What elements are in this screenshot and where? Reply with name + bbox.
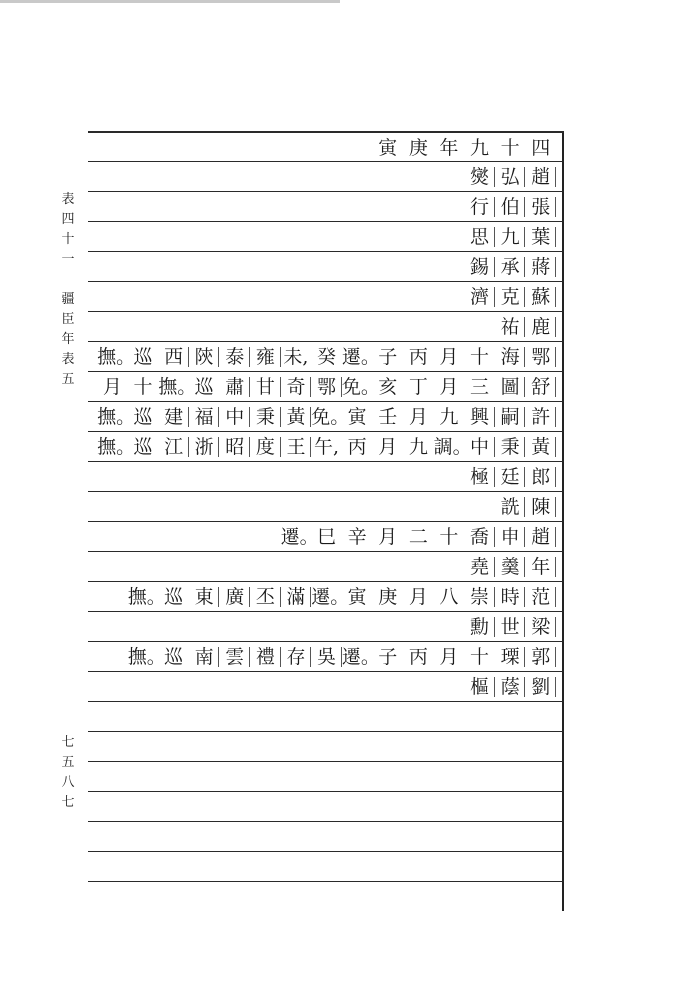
table-char: 勳: [464, 612, 495, 642]
table-char: 昭: [219, 432, 250, 462]
table-char: 濟: [464, 282, 495, 312]
row-cells: [372, 133, 556, 163]
row-cells: [97, 402, 556, 432]
margin-char: 表: [61, 192, 75, 207]
table-char: 巡: [133, 406, 153, 428]
table-char: 東: [189, 582, 220, 612]
table-char: 圖: [495, 372, 526, 402]
table-char: 免。: [311, 406, 350, 428]
row-empty-5: [88, 821, 564, 852]
table-char: 亥: [378, 376, 398, 398]
margin-char: 表: [61, 352, 75, 367]
table-char: 伯: [495, 192, 526, 222]
row-ye-jiusi: [88, 221, 564, 252]
table-char: 寅: [347, 586, 367, 608]
row-liang-shixun: [88, 611, 564, 642]
margin-char: 臣: [61, 312, 75, 327]
row-cells: [464, 252, 556, 282]
table-char: 八: [439, 586, 459, 608]
table-char: 九: [408, 436, 428, 458]
table-char: 丙: [408, 646, 428, 668]
table-char: 詵: [495, 492, 526, 522]
table-char: 九: [470, 137, 490, 159]
row-cells: [97, 432, 556, 462]
table-char: 三: [470, 376, 490, 398]
table-char: 蔣: [525, 252, 556, 282]
margin-char: 一: [61, 252, 75, 267]
row-cells: [128, 582, 556, 612]
table-char: 巡: [164, 586, 184, 608]
row-cells: [464, 462, 556, 492]
table-char: 錫: [464, 252, 495, 282]
row-cells: [495, 492, 556, 522]
table-char: 月: [439, 346, 459, 368]
table-char: 泰: [219, 342, 250, 372]
row-cells: [281, 522, 556, 552]
row-zhang-boxing: [88, 191, 564, 222]
table-char: 撫。: [127, 586, 166, 608]
margin-char: 五: [61, 755, 75, 770]
table-char: 壬: [378, 406, 398, 428]
table-char: 年: [439, 137, 459, 159]
table-char: 祐: [495, 312, 526, 342]
table-char: 撫。: [97, 406, 136, 428]
table-char: 十: [470, 646, 490, 668]
row-e-hai: [88, 341, 564, 372]
table-char: 雲: [219, 642, 250, 672]
table-char: 樞: [464, 672, 495, 702]
table-char: 南: [189, 642, 220, 672]
table-char: 黃: [525, 432, 556, 462]
table-char: 承: [495, 252, 526, 282]
table-char: 申: [495, 522, 526, 552]
row-lang-tingji: [88, 461, 564, 492]
table-char: 存: [281, 642, 312, 672]
table-char: 十: [470, 346, 490, 368]
table-char: 嗣: [495, 402, 526, 432]
table-char: 四: [531, 137, 551, 159]
table-char: 堯: [464, 552, 495, 582]
table-char: 庚: [408, 137, 428, 159]
table-char: 調。: [433, 436, 472, 458]
table-char: 月: [439, 646, 459, 668]
row-liu-yinshu: [88, 671, 564, 702]
table-char: 癸: [317, 346, 337, 368]
table-char: 丙: [408, 346, 428, 368]
table-char: 中: [464, 432, 495, 462]
table-char: 郭: [525, 642, 556, 672]
row-fan-shichong: [88, 581, 564, 612]
table-char: 遷。: [341, 346, 380, 368]
table-char: 海: [495, 342, 526, 372]
margin-char: 五: [61, 372, 75, 387]
row-cells: [464, 612, 556, 642]
row-zhao-hongxie: [88, 161, 564, 192]
table-char: 撫。: [97, 346, 136, 368]
table-char: 時: [495, 582, 526, 612]
table-char: 十: [133, 376, 153, 398]
officials-table: [88, 131, 564, 911]
table-char: 梁: [525, 612, 556, 642]
margin-char: 十: [61, 232, 75, 247]
row-cells: [128, 642, 556, 672]
row-su-keji: [88, 281, 564, 312]
table-char: 度: [250, 432, 281, 462]
table-char: 許: [525, 402, 556, 432]
row-empty-3: [88, 761, 564, 792]
bottom-rule: [88, 881, 564, 882]
row-zhao-shenqiao: [88, 521, 564, 552]
row-nian-gengyao: [88, 551, 564, 582]
table-char: 郎: [525, 462, 556, 492]
margin-label-top: [57, 190, 79, 390]
margin-page-number: [57, 733, 79, 813]
row-shu-tu: [88, 371, 564, 402]
table-char: 九: [495, 222, 526, 252]
table-char: 庚: [378, 586, 398, 608]
table-char: 興: [464, 402, 495, 432]
margin-char: 七: [61, 795, 75, 810]
table-char: 鄂: [525, 342, 556, 372]
table-char: 福: [189, 402, 220, 432]
table-char: 雍: [250, 342, 281, 372]
table-char: 廣: [219, 582, 250, 612]
row-cells: [464, 672, 556, 702]
table-char: 年: [525, 552, 556, 582]
table-char: 月: [408, 406, 428, 428]
row-guo-ying: [88, 641, 564, 672]
table-char: 思: [464, 222, 495, 252]
row-cells: [464, 162, 556, 192]
table-char: 陳: [525, 492, 556, 522]
table-char: 趙: [525, 522, 556, 552]
table-char: 月: [378, 526, 398, 548]
table-char: 羹: [495, 552, 526, 582]
table-char: 撫。: [127, 646, 166, 668]
top-scan-line: [0, 0, 340, 3]
table-char: 鹿: [525, 312, 556, 342]
table-char: 十: [500, 137, 520, 159]
table-char: 子: [378, 346, 398, 368]
row-empty-6: [88, 851, 564, 882]
table-char: 舒: [525, 372, 556, 402]
table-char: 九: [439, 406, 459, 428]
table-char: 丕: [250, 582, 281, 612]
table-char: 秉: [250, 402, 281, 432]
row-cells: [464, 552, 556, 582]
row-cells: [97, 342, 556, 372]
table-char: 寅: [378, 137, 398, 159]
table-char: 中: [219, 402, 250, 432]
table-char: 瑮: [495, 642, 526, 672]
table-char: 月: [439, 376, 459, 398]
row-huang-bingzhong: [88, 431, 564, 462]
table-char: 范: [525, 582, 556, 612]
table-char: 巳: [317, 526, 337, 548]
table-char: 禮: [250, 642, 281, 672]
table-char: 建: [158, 402, 189, 432]
table-char: 廷: [495, 462, 526, 492]
margin-char: 疆: [61, 292, 75, 307]
table-char: 十: [439, 526, 459, 548]
table-char: 撫。: [158, 376, 197, 398]
margin-char: 八: [61, 775, 75, 790]
row-empty-4: [88, 791, 564, 822]
row-xu-sixing: [88, 401, 564, 432]
table-char: 崇: [464, 582, 495, 612]
table-char: 巡: [194, 376, 214, 398]
year-header: [88, 131, 564, 163]
margin-char: 七: [61, 735, 75, 750]
table-char: 月: [102, 376, 122, 398]
table-char: 午,: [314, 436, 340, 458]
table-char: 葉: [525, 222, 556, 252]
row-jiang-chengxi: [88, 251, 564, 282]
table-char: 黃: [281, 402, 312, 432]
row-empty-1: [88, 701, 564, 732]
table-char: 趙: [525, 162, 556, 192]
table-char: 免。: [341, 376, 380, 398]
row-cells: [495, 312, 556, 342]
margin-char: 四: [61, 212, 75, 227]
table-char: 甘: [250, 372, 281, 402]
margin-char: 年: [61, 332, 75, 347]
table-char: 浙: [189, 432, 220, 462]
table-char: 奇: [281, 372, 312, 402]
row-cells: [464, 192, 556, 222]
table-char: 辛: [347, 526, 367, 548]
table-char: 弘: [495, 162, 526, 192]
table-char: 丁: [408, 376, 428, 398]
table-char: 滿: [281, 582, 312, 612]
table-char: 西: [158, 342, 189, 372]
table-char: 陝: [189, 342, 220, 372]
table-char: 蘇: [525, 282, 556, 312]
table-char: 王: [281, 432, 312, 462]
table-char: 寅: [347, 406, 367, 428]
row-empty-2: [88, 731, 564, 762]
table-char: 子: [378, 646, 398, 668]
row-cells: [464, 282, 556, 312]
table-char: 巡: [133, 346, 153, 368]
table-char: 未,: [283, 346, 309, 368]
table-char: 二: [408, 526, 428, 548]
table-char: 月: [378, 436, 398, 458]
table-char: 月: [408, 586, 428, 608]
table-char: 蔭: [495, 672, 526, 702]
table-char: 吳: [311, 642, 342, 672]
table-char: 江: [158, 432, 189, 462]
table-char: 極: [464, 462, 495, 492]
table-char: 巡: [164, 646, 184, 668]
table-char: 爕: [464, 162, 495, 192]
table-char: 丙: [347, 436, 367, 458]
table-char: 遷。: [280, 526, 319, 548]
table-char: 鄂: [311, 372, 342, 402]
table-char: 張: [525, 192, 556, 222]
table-char: 克: [495, 282, 526, 312]
row-cells: [97, 372, 556, 402]
table-char: 行: [464, 192, 495, 222]
row-cells: [464, 222, 556, 252]
table-char: 劉: [525, 672, 556, 702]
table-char: 遷。: [341, 646, 380, 668]
row-chen-shen: [88, 491, 564, 522]
row-lu-you: [88, 311, 564, 342]
table-char: 巡: [133, 436, 153, 458]
table-char: 撫。: [97, 436, 136, 458]
table-char: 世: [495, 612, 526, 642]
table-char: 秉: [495, 432, 526, 462]
table-char: 遷。: [311, 586, 350, 608]
table-char: 喬: [464, 522, 495, 552]
table-char: 肅: [219, 372, 250, 402]
